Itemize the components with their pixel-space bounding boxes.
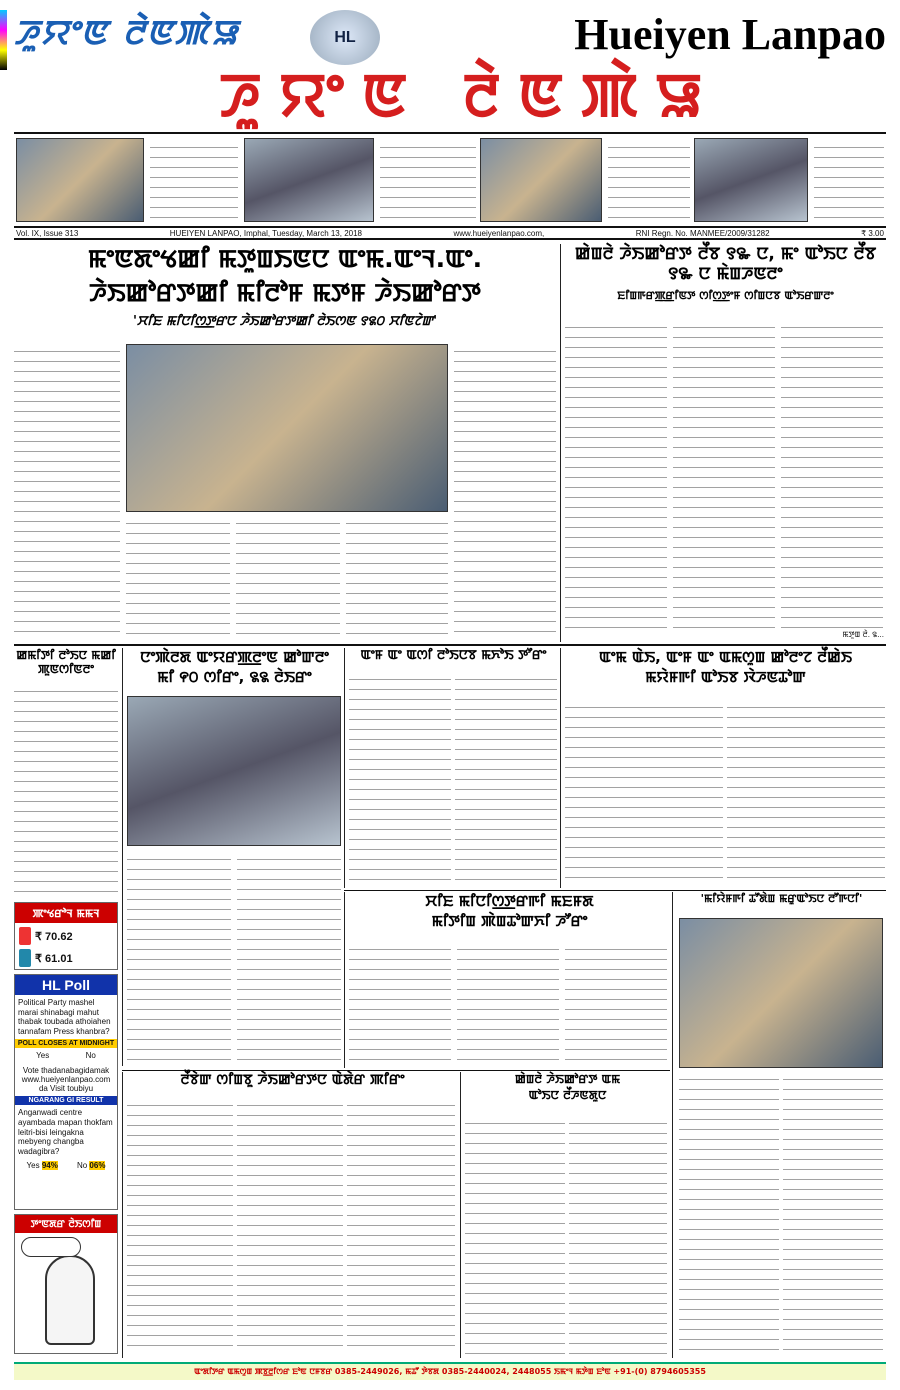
s5-col-1 [349, 942, 451, 1064]
s8-col-1 [465, 1116, 565, 1354]
horizontal-rule-3 [122, 1070, 670, 1071]
dateline-bar [14, 226, 886, 240]
s4-col-1 [565, 700, 723, 884]
footer-text: ꯑꯦꯗꯤꯇꯔ ꯑꯃꯁꯨꯡ ꯄꯕ꯭ꯂꯤꯁꯔ ꯐꯣꯟ ꯅꯝꯕꯔ 0385-2449026, ꯃꯊꯧ ꯇꯥꯕꯗ 0385-2440024, 2448055 ꯏꯃꯦꯜ ꯃꯇꯥꯡ ꯐꯣꯟ +91-(0) 8794605355 [194, 1367, 706, 1376]
lead-story [14, 244, 556, 642]
right-continued: ꯃꯇꯨꯡ ꯂꯥ. ꯲... [842, 630, 884, 639]
s7-col-1 [127, 1098, 233, 1354]
s6-photo [679, 918, 883, 1068]
lead-headline-1: ꯃꯦꯟꯗꯦꯠꯀꯤ ꯃꯇꯨꯡꯏꯟꯅ ꯑꯦꯃ.ꯑꯦꯜ.ꯑꯦ. [87, 244, 483, 273]
lead-col-3 [236, 516, 340, 640]
right-col-1 [565, 320, 667, 628]
footer-bar [14, 1362, 886, 1380]
lead-headline-2: ꯍꯥꯏꯀꯣꯔꯇꯀꯤ ꯃꯤꯂꯣꯝ ꯃꯇꯝ ꯍꯥꯏꯀꯣꯔꯇ [89, 278, 481, 307]
s7-headline: ꯂꯩꯕꯥꯛ ꯁꯤꯡꯕꯨ ꯍꯥꯏꯀꯣꯔꯇꯅ ꯑꯥꯗꯥꯔ ꯄꯤꯔꯦ [180, 1072, 405, 1088]
lead-photo [126, 344, 448, 512]
lead-col-2 [126, 516, 230, 640]
s8-col-2 [569, 1116, 667, 1354]
s7-col-3 [347, 1098, 455, 1354]
right-col-3 [781, 320, 883, 628]
bottom-story-7 [122, 1072, 458, 1358]
right-col-2 [673, 320, 775, 628]
s6-quote: 'ꯃꯤꯌꯥꯝꯒꯤ ꯊꯧꯗꯥꯡ ꯃꯔꯨꯑꯣꯏꯅ ꯂꯧꯒꯅꯤ' [700, 892, 863, 905]
s5-col-2 [457, 942, 559, 1064]
poll-title: HL Poll [15, 975, 117, 995]
strip-text-3 [608, 140, 690, 220]
strip-text-4 [814, 140, 884, 220]
s6-col-1 [679, 1072, 779, 1352]
poll-result-yes: Yes 94% [26, 1161, 58, 1171]
petrol-price: ₹ 70.62 [35, 930, 73, 943]
diesel-price: ₹ 61.01 [35, 952, 73, 965]
s3-col-2 [455, 672, 557, 884]
s2-col-2 [237, 852, 341, 1062]
center-story-5 [344, 892, 670, 1068]
s4-headline-2: ꯃꯌꯥꯝꯒꯤ ꯑꯣꯏꯕ ꯋꯥꯍꯟꯊꯣꯛ [645, 668, 806, 686]
strip-text-2 [380, 140, 476, 220]
right-top-story [560, 244, 886, 642]
fuel-price-box [14, 902, 118, 970]
s7-col-2 [237, 1098, 343, 1354]
cartoon-box [14, 1214, 118, 1354]
website-link[interactable]: www.hueiyenlanpao.com, [453, 228, 545, 238]
horizontal-rule [14, 644, 886, 646]
masthead-small-script: ꯍꯨꯌꯦꯟ ꯂꯥꯟꯄꯥꯎ [14, 13, 240, 53]
strip-photo-1 [16, 138, 144, 222]
s8-headline-1: ꯀꯥꯡꯂꯥ ꯍꯥꯏꯀꯣꯔꯇ ꯑꯃ [514, 1072, 621, 1086]
masthead [14, 8, 886, 130]
strip-photo-2 [244, 138, 374, 222]
diesel-pump-icon [19, 949, 31, 967]
s4-col-2 [727, 700, 885, 884]
s1-text [14, 684, 118, 894]
strip-photo-4 [694, 138, 808, 222]
lead-col-4 [454, 344, 556, 640]
s1-headline: ꯀꯃꯤꯇꯤ ꯂꯣꯏꯅ ꯃꯀꯤ ꯄꯨꯟꯁꯤꯟꯂꯦ [16, 648, 116, 677]
right-story-4 [560, 648, 886, 888]
s5-col-3 [565, 942, 667, 1064]
s5-headline-2: ꯃꯤꯇꯤꯡ ꯄꯥꯡꯊꯣꯛꯈꯤ ꯍꯧꯔꯦ [431, 912, 588, 930]
lead-col-1 [14, 344, 120, 640]
right-subhead: ꯐꯤꯡꯒꯔꯄ꯭ꯔꯤꯟꯇ ꯁꯤꯁ꯭ꯇꯦꯝ ꯁꯤꯡꯅꯕ ꯑꯣꯏꯔꯛꯂꯦ [617, 288, 834, 302]
s6-col-2 [783, 1072, 883, 1352]
s2-headline-1: ꯅꯦꯄꯥꯂꯗ ꯑꯦꯌꯔꯄ꯭ꯂꯦꯟ ꯀꯣꯛꯂꯦ [140, 648, 329, 666]
strip-text-1 [150, 140, 238, 220]
petrol-pump-icon [19, 927, 31, 945]
s4-headline-1: ꯑꯦꯃ ꯑꯥꯏ, ꯑꯦꯝ ꯑꯦ ꯑꯃꯁꯨꯡ ꯀꯣꯂꯦꯖ ꯂꯩꯀꯥꯏ [599, 648, 852, 666]
volume-issue: Vol. IX, Issue 313 [16, 228, 79, 238]
poll-yes[interactable]: Yes [36, 1051, 50, 1061]
s2-col-1 [127, 852, 231, 1062]
poll-closes: POLL CLOSES AT MIDNIGHT [15, 1039, 117, 1048]
hl-poll [14, 974, 118, 1210]
horizontal-rule-2 [344, 890, 886, 891]
masthead-latin-title: Hueiyen Lanpao [574, 10, 886, 59]
dove-logo: HL [310, 10, 380, 65]
lead-subhead: 'ꯆꯤꯐ ꯃꯤꯅꯤꯁ꯭ꯇꯔꯅ ꯍꯥꯏꯀꯣꯔꯇꯀꯤ ꯂꯥꯏꯁꯟ ꯱꯲꯰ ꯆꯤꯟꯖꯥꯛ' [132, 314, 438, 329]
rni-number: RNI Regn. No. MANMEE/2009/31282 [635, 228, 770, 238]
top-photo-strip [14, 132, 886, 224]
masthead-big-script: ꯍꯨꯌꯦꯟ ꯂꯥꯟꯄꯥꯎ [219, 59, 721, 131]
s2-headline-2: ꯃꯤ ꯵꯰ ꯁꯤꯔꯦ, ꯲꯲ ꯂꯥꯏꯔꯦ [157, 668, 312, 686]
s5-headline-1: ꯆꯤꯐ ꯃꯤꯅꯤꯁ꯭ꯇꯔꯒꯤ ꯃꯐꯝꯗ [425, 892, 594, 910]
center-story-3 [344, 648, 558, 888]
price: ₹ 3.00 [861, 228, 884, 238]
cartoon-bubble [21, 1237, 81, 1257]
poll-no[interactable]: No [85, 1051, 96, 1061]
plane-crash-story [122, 648, 342, 1066]
poll-vote-info[interactable]: Vote thadanabagidamak www.hueiyenlanpao.com da Visit toubiyu [21, 1066, 111, 1094]
strip-photo-3 [480, 138, 602, 222]
plane-crash-photo [127, 696, 341, 846]
right-story-6 [672, 892, 886, 1358]
poll-question-2: Anganwadi centre ayambada mapan thokfam leitri-bisi leingakna mebyeng changba wadagibra? [18, 1108, 113, 1156]
s8-headline-2: ꯑꯣꯏꯅ ꯂꯩꯍꯟꯗꯨꯅ [528, 1088, 607, 1103]
poll-question: Political Party mashel marai shinabagi mahut thabak toubada athoiahen tannafam Press khanbra? [18, 998, 111, 1036]
cartoon-title: ꯇꯦꯟꯗꯔ ꯂꯥꯏꯁꯤꯡ [15, 1215, 117, 1233]
lead-col-3b [346, 516, 448, 640]
poll-ngarang: NGARANG GI RESULT [15, 1096, 117, 1105]
cartoon-figure [45, 1255, 95, 1345]
s3-col-1 [349, 672, 451, 884]
right-headline: ꯀꯥꯡꯂꯥ ꯍꯥꯏꯀꯣꯔꯇ ꯂꯩꯕ ꯱꯳ ꯅ, ꯃꯦ ꯑꯣꯏꯅ ꯂꯩꯕ ꯱꯳ ꯅ ꯃꯥꯡꯍꯟꯂꯦ [574, 244, 877, 285]
fuel-title: ꯄꯦꯠꯔꯣꯜ ꯃꯃꯜ [15, 903, 117, 923]
s3-headline: ꯑꯦꯝ ꯑꯦ ꯑꯁꯤ ꯂꯣꯏꯅꯕ ꯃꯈꯣꯏ ꯇꯧꯔꯦ [360, 648, 547, 663]
left-sidebar-story [14, 648, 118, 898]
registration-marks [0, 10, 7, 70]
poll-result-no: No 06% [76, 1161, 106, 1171]
date-text: HUEIYEN LANPAO, Imphal, Tuesday, March 13, 2018 [169, 228, 362, 238]
bottom-story-8 [460, 1072, 670, 1358]
